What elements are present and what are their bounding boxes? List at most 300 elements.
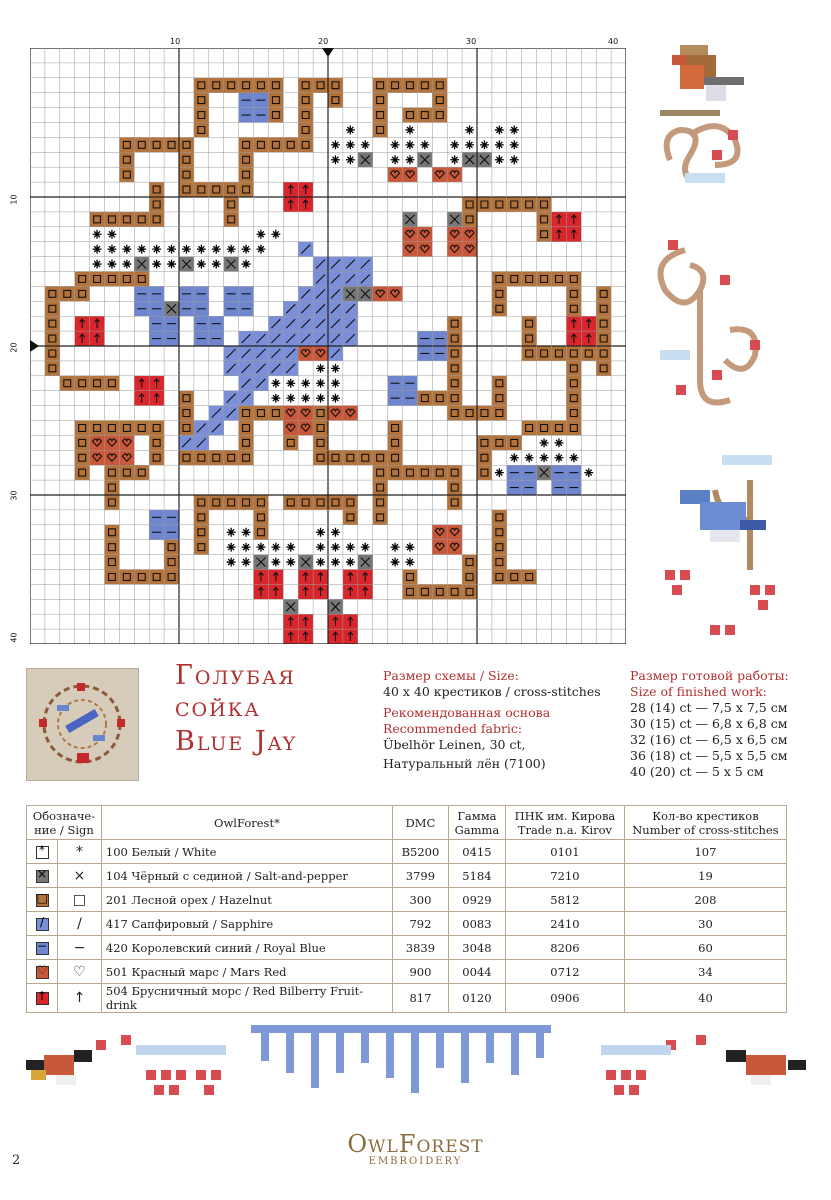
stitch-hazelnut — [105, 570, 120, 585]
stitch-hazelnut — [417, 78, 432, 93]
stitch-royal-blue — [388, 376, 403, 391]
stitch-hazelnut — [283, 137, 298, 152]
legend-row — [27, 840, 787, 864]
stitch-bilberry — [343, 629, 358, 644]
stitch-hazelnut — [522, 331, 537, 346]
stitch-hazelnut — [239, 182, 254, 197]
title-line-ru-2: сойка — [175, 692, 261, 723]
stitch-white — [254, 242, 269, 257]
stitch-salt-pepper — [283, 599, 298, 614]
legend-count: 60 — [624, 936, 786, 960]
stitch-mars-red — [119, 435, 134, 450]
stitch-hazelnut — [298, 78, 313, 93]
finished-row: 36 (18) ct — 5,5 x 5,5 см — [630, 748, 788, 763]
stitch-hazelnut — [179, 167, 194, 182]
legend-swatch — [27, 984, 58, 1013]
stitch-salt-pepper — [537, 465, 552, 480]
size-value: 40 x 40 крестиков / cross-stitches — [383, 684, 601, 699]
stitch-hazelnut — [179, 450, 194, 465]
center-marker-left — [30, 340, 39, 352]
stitch-white — [388, 540, 403, 555]
stitch-white — [417, 137, 432, 152]
stitch-hazelnut — [373, 480, 388, 495]
legend-count: 30 — [624, 912, 786, 936]
stitch-royal-blue — [149, 331, 164, 346]
stitch-hazelnut — [403, 108, 418, 123]
stitch-hazelnut — [566, 406, 581, 421]
stitch-bilberry — [149, 376, 164, 391]
stitch-bilberry — [566, 227, 581, 242]
legend-count: 34 — [624, 960, 786, 984]
stitch-mars-red — [313, 346, 328, 361]
stitch-bilberry — [268, 570, 283, 585]
stitch-white — [283, 376, 298, 391]
stitch-hazelnut — [388, 421, 403, 436]
stitch-hazelnut — [388, 465, 403, 480]
stitch-sapphire — [239, 361, 254, 376]
stitch-royal-blue — [254, 93, 269, 108]
stitch-white — [581, 465, 596, 480]
stitch-hazelnut — [537, 346, 552, 361]
stitch-bilberry — [343, 614, 358, 629]
stitch-sapphire — [328, 346, 343, 361]
stitch-royal-blue — [552, 480, 567, 495]
stitch-bilberry — [254, 570, 269, 585]
stitch-sapphire — [224, 406, 239, 421]
stitch-hazelnut — [343, 495, 358, 510]
stitch-hazelnut — [194, 450, 209, 465]
stitch-hazelnut — [224, 197, 239, 212]
stitch-hazelnut — [373, 510, 388, 525]
stitch-hazelnut — [537, 212, 552, 227]
stitch-bilberry — [134, 376, 149, 391]
axis-top-label-10: 10 — [170, 37, 181, 46]
stitch-hazelnut — [566, 421, 581, 436]
stitch-bilberry — [313, 584, 328, 599]
stitch-hazelnut — [373, 78, 388, 93]
stitch-hazelnut — [224, 495, 239, 510]
stitch-hazelnut — [268, 137, 283, 152]
stitch-salt-pepper — [403, 212, 418, 227]
stitch-white — [313, 361, 328, 376]
stitch-hazelnut — [432, 78, 447, 93]
stitch-hazelnut — [552, 272, 567, 287]
stitch-hazelnut — [239, 137, 254, 152]
stitch-mars-red — [403, 242, 418, 257]
stitch-hazelnut — [75, 286, 90, 301]
stitch-royal-blue — [566, 480, 581, 495]
stitch-royal-blue — [388, 391, 403, 406]
stitch-salt-pepper — [358, 286, 373, 301]
stitch-hazelnut — [462, 406, 477, 421]
stitch-sapphire — [179, 435, 194, 450]
legend-gamma: 0415 — [448, 840, 505, 864]
stitch-hazelnut — [596, 286, 611, 301]
stitch-bilberry — [298, 614, 313, 629]
blue-jay-motif — [680, 490, 766, 542]
stitch-hazelnut — [566, 286, 581, 301]
stitch-bilberry — [328, 629, 343, 644]
legend-row — [27, 936, 787, 960]
stitch-hazelnut — [462, 212, 477, 227]
legend-symbol: * — [58, 840, 102, 864]
stitch-white — [313, 555, 328, 570]
stitch-white — [537, 435, 552, 450]
stitch-hazelnut — [328, 495, 343, 510]
stitch-hazelnut — [268, 108, 283, 123]
stitch-white — [552, 435, 567, 450]
stitch-royal-blue — [164, 316, 179, 331]
header-count: Кол-во крестиков Number of cross-stitches — [624, 806, 786, 840]
stitch-hazelnut — [566, 346, 581, 361]
stitch-white — [224, 525, 239, 540]
stitch-hazelnut — [537, 272, 552, 287]
stitch-hazelnut — [75, 421, 90, 436]
stitch-hazelnut — [566, 391, 581, 406]
stitch-hazelnut — [417, 584, 432, 599]
stitch-hazelnut — [105, 376, 120, 391]
legend-row — [27, 864, 787, 888]
stitch-sapphire — [194, 421, 209, 436]
stitch-hazelnut — [105, 525, 120, 540]
stitch-hazelnut — [537, 197, 552, 212]
stitch-white — [328, 137, 343, 152]
stitch-white — [239, 540, 254, 555]
header-sign: Обозначе-ние / Sign — [27, 806, 102, 840]
stitch-bilberry — [149, 391, 164, 406]
stitch-sapphire — [268, 361, 283, 376]
stitch-hazelnut — [164, 570, 179, 585]
stitch-white — [328, 555, 343, 570]
finished-row: 30 (15) ct — 6,8 x 6,8 см — [630, 716, 788, 731]
stitch-white — [328, 361, 343, 376]
stitch-white — [298, 376, 313, 391]
bird-left — [26, 1050, 92, 1085]
legend-count: 40 — [624, 984, 786, 1013]
stitch-hazelnut — [507, 272, 522, 287]
stitch-white — [388, 555, 403, 570]
stitch-hazelnut — [462, 570, 477, 585]
stitch-mars-red — [328, 406, 343, 421]
stitch-white — [268, 555, 283, 570]
stitch-hazelnut — [134, 570, 149, 585]
stitch-hazelnut — [522, 316, 537, 331]
legend-symbol: / — [58, 912, 102, 936]
legend-count: 208 — [624, 888, 786, 912]
stitch-white — [447, 137, 462, 152]
stitch-hazelnut — [373, 93, 388, 108]
stitch-hazelnut — [477, 450, 492, 465]
stitch-hazelnut — [254, 137, 269, 152]
stitch-white — [313, 525, 328, 540]
stitch-sapphire — [358, 272, 373, 287]
stitch-mars-red — [432, 540, 447, 555]
stitch-white — [313, 376, 328, 391]
stitch-mars-red — [432, 167, 447, 182]
stitch-mars-red — [90, 435, 105, 450]
stitch-sapphire — [224, 361, 239, 376]
stitch-hazelnut — [179, 406, 194, 421]
axis-top-label-40: 40 — [608, 37, 619, 46]
legend-thread-name: 201 Лесной орех / Hazelnut — [101, 888, 392, 912]
axis-left-label-10: 10 — [9, 194, 19, 205]
stitch-hazelnut — [447, 391, 462, 406]
stitch-white — [224, 242, 239, 257]
stitch-sapphire — [194, 435, 209, 450]
stitch-sapphire — [209, 406, 224, 421]
stitch-hazelnut — [134, 272, 149, 287]
stitch-white — [388, 137, 403, 152]
legend-row — [27, 912, 787, 936]
stitch-sapphire — [343, 331, 358, 346]
stitch-hazelnut — [209, 495, 224, 510]
stitch-hazelnut — [239, 152, 254, 167]
legend-thread-name: 100 Белый / White — [101, 840, 392, 864]
stitch-hazelnut — [45, 316, 60, 331]
stitch-hazelnut — [343, 510, 358, 525]
stitch-hazelnut — [298, 123, 313, 138]
stitch-bilberry — [283, 629, 298, 644]
stitch-hazelnut — [403, 465, 418, 480]
stitch-bilberry — [283, 182, 298, 197]
stitch-bilberry — [566, 316, 581, 331]
stitch-hazelnut — [134, 137, 149, 152]
stitch-white — [298, 391, 313, 406]
stitch-hazelnut — [149, 212, 164, 227]
stitch-salt-pepper — [298, 555, 313, 570]
stitch-royal-blue — [239, 93, 254, 108]
stitch-white — [447, 152, 462, 167]
stitch-hazelnut — [477, 465, 492, 480]
stitch-white — [224, 540, 239, 555]
center-marker-top — [322, 48, 334, 57]
stitch-hazelnut — [522, 272, 537, 287]
legend-count: 19 — [624, 864, 786, 888]
stitch-hazelnut — [447, 316, 462, 331]
stitch-white — [313, 540, 328, 555]
stitch-hazelnut — [447, 406, 462, 421]
stitch-royal-blue — [179, 301, 194, 316]
stitch-white — [462, 123, 477, 138]
stitch-royal-blue — [239, 108, 254, 123]
color-swatch: − — [36, 938, 48, 953]
stitch-hazelnut — [90, 212, 105, 227]
fabric-value-1: Übelhör Leinen, 30 ct, — [383, 737, 526, 752]
stitch-hazelnut — [313, 435, 328, 450]
stitch-hazelnut — [298, 137, 313, 152]
stitch-hazelnut — [403, 584, 418, 599]
stitch-white — [343, 540, 358, 555]
stitch-hazelnut — [298, 93, 313, 108]
stitch-white — [194, 257, 209, 272]
stitch-hazelnut — [596, 346, 611, 361]
cross-stitch-chart — [9, 35, 625, 645]
stitch-hazelnut — [149, 182, 164, 197]
stitch-royal-blue — [552, 465, 567, 480]
stitch-sapphire — [328, 257, 343, 272]
stitch-hazelnut — [462, 584, 477, 599]
stitch-sapphire — [343, 257, 358, 272]
stitch-hazelnut — [492, 435, 507, 450]
stitch-salt-pepper — [328, 599, 343, 614]
finished-row: 32 (16) ct — 6,5 x 6,5 см — [630, 732, 788, 747]
stitch-white — [462, 137, 477, 152]
stitch-salt-pepper — [254, 555, 269, 570]
stitch-hazelnut — [149, 137, 164, 152]
stitch-mars-red — [388, 167, 403, 182]
stitch-bilberry — [298, 570, 313, 585]
stitch-white — [343, 123, 358, 138]
stitch-sapphire — [283, 301, 298, 316]
stitch-hazelnut — [194, 510, 209, 525]
stitch-sapphire — [313, 301, 328, 316]
bird-motif-top — [660, 45, 744, 116]
stitch-hazelnut — [537, 421, 552, 436]
stitch-hazelnut — [75, 376, 90, 391]
stitch-sapphire — [239, 346, 254, 361]
stitch-mars-red — [447, 167, 462, 182]
stitch-salt-pepper — [224, 257, 239, 272]
stitch-hazelnut — [224, 450, 239, 465]
legend-gamma: 0929 — [448, 888, 505, 912]
stitch-salt-pepper — [447, 212, 462, 227]
stitch-royal-blue — [194, 316, 209, 331]
stitch-hazelnut — [403, 78, 418, 93]
stitch-hazelnut — [537, 227, 552, 242]
stitch-bilberry — [581, 316, 596, 331]
stitch-hazelnut — [417, 108, 432, 123]
stitch-white — [552, 450, 567, 465]
stitch-hazelnut — [239, 406, 254, 421]
legend-symbol: ↑ — [58, 984, 102, 1013]
stitch-sapphire — [328, 316, 343, 331]
legend-pnk: 0906 — [505, 984, 624, 1013]
stitch-royal-blue — [432, 346, 447, 361]
stitch-hazelnut — [239, 435, 254, 450]
stitch-white — [403, 540, 418, 555]
stitch-hazelnut — [75, 272, 90, 287]
stitch-royal-blue — [194, 331, 209, 346]
legend-swatch — [27, 936, 58, 960]
stitch-bilberry — [313, 570, 328, 585]
stitch-mars-red — [90, 450, 105, 465]
legend-row — [27, 984, 787, 1013]
stitch-hazelnut — [45, 301, 60, 316]
stitch-hazelnut — [477, 435, 492, 450]
stitch-hazelnut — [90, 421, 105, 436]
stitch-white — [283, 555, 298, 570]
stitch-hazelnut — [239, 450, 254, 465]
stitch-hazelnut — [179, 152, 194, 167]
stitch-hazelnut — [239, 167, 254, 182]
stitch-hazelnut — [328, 450, 343, 465]
stitch-hazelnut — [254, 406, 269, 421]
stitch-hazelnut — [239, 495, 254, 510]
stitch-white — [328, 391, 343, 406]
stitch-mars-red — [105, 450, 120, 465]
stitch-royal-blue — [522, 480, 537, 495]
stitch-hazelnut — [209, 78, 224, 93]
stitch-hazelnut — [149, 421, 164, 436]
stitch-hazelnut — [566, 376, 581, 391]
stitch-hazelnut — [149, 570, 164, 585]
header-dmc: DMC — [392, 806, 448, 840]
stitch-hazelnut — [119, 272, 134, 287]
stitch-white — [343, 152, 358, 167]
stitch-hazelnut — [283, 435, 298, 450]
stitch-hazelnut — [492, 301, 507, 316]
stitch-sapphire — [313, 272, 328, 287]
stitch-hazelnut — [164, 555, 179, 570]
page-number: 2 — [12, 1153, 21, 1168]
legend-symbol: ♡ — [58, 960, 102, 984]
header-gamma: Гамма Gamma — [448, 806, 505, 840]
stitch-bilberry — [268, 584, 283, 599]
stitch-royal-blue — [432, 331, 447, 346]
stitch-mars-red — [388, 286, 403, 301]
stitch-hazelnut — [105, 272, 120, 287]
stitch-sapphire — [313, 316, 328, 331]
legend-row — [27, 888, 787, 912]
stitch-white — [388, 152, 403, 167]
stitch-sapphire — [328, 286, 343, 301]
stitch-sapphire — [343, 272, 358, 287]
title-line-ru-1: Голубая — [175, 660, 296, 691]
stitch-hazelnut — [596, 361, 611, 376]
stitch-hazelnut — [149, 435, 164, 450]
stitch-white — [403, 555, 418, 570]
stitch-hazelnut — [45, 286, 60, 301]
stitch-sapphire — [239, 391, 254, 406]
stitch-hazelnut — [313, 450, 328, 465]
legend-dmc: 792 — [392, 912, 448, 936]
stitch-royal-blue — [566, 465, 581, 480]
stitch-hazelnut — [134, 421, 149, 436]
stitch-bilberry — [343, 570, 358, 585]
legend-thread-name: 417 Сапфировый / Sapphire — [101, 912, 392, 936]
stitch-bilberry — [298, 629, 313, 644]
axis-left-label-30: 30 — [9, 490, 19, 501]
stitch-mars-red — [447, 540, 462, 555]
axis-left-label-20: 20 — [9, 342, 19, 353]
stitch-white — [119, 257, 134, 272]
stitch-white — [403, 123, 418, 138]
title-line-en: Blue Jay — [175, 726, 298, 757]
stitch-white — [343, 137, 358, 152]
header-pnk: ПНК им. Кирова Trade n.a. Kirov — [505, 806, 624, 840]
legend-thread-name: 504 Брусничный морс / Red Bilberry Fruit-drink — [101, 984, 392, 1013]
stitch-hazelnut — [179, 137, 194, 152]
stitch-white — [134, 242, 149, 257]
stitch-hazelnut — [313, 78, 328, 93]
stitch-hazelnut — [149, 197, 164, 212]
axis-left-label-40: 40 — [9, 632, 19, 643]
stitch-sapphire — [283, 361, 298, 376]
stitch-bilberry — [75, 316, 90, 331]
stitch-hazelnut — [432, 465, 447, 480]
legend-header-row — [27, 806, 787, 840]
stitch-royal-blue — [179, 286, 194, 301]
stitch-white — [522, 450, 537, 465]
stitch-white — [164, 242, 179, 257]
stitch-royal-blue — [164, 510, 179, 525]
stitch-hazelnut — [373, 465, 388, 480]
stitch-white — [328, 376, 343, 391]
decorative-border — [26, 1025, 806, 1105]
stitch-royal-blue — [164, 525, 179, 540]
stitch-hazelnut — [477, 406, 492, 421]
stitch-white — [566, 450, 581, 465]
